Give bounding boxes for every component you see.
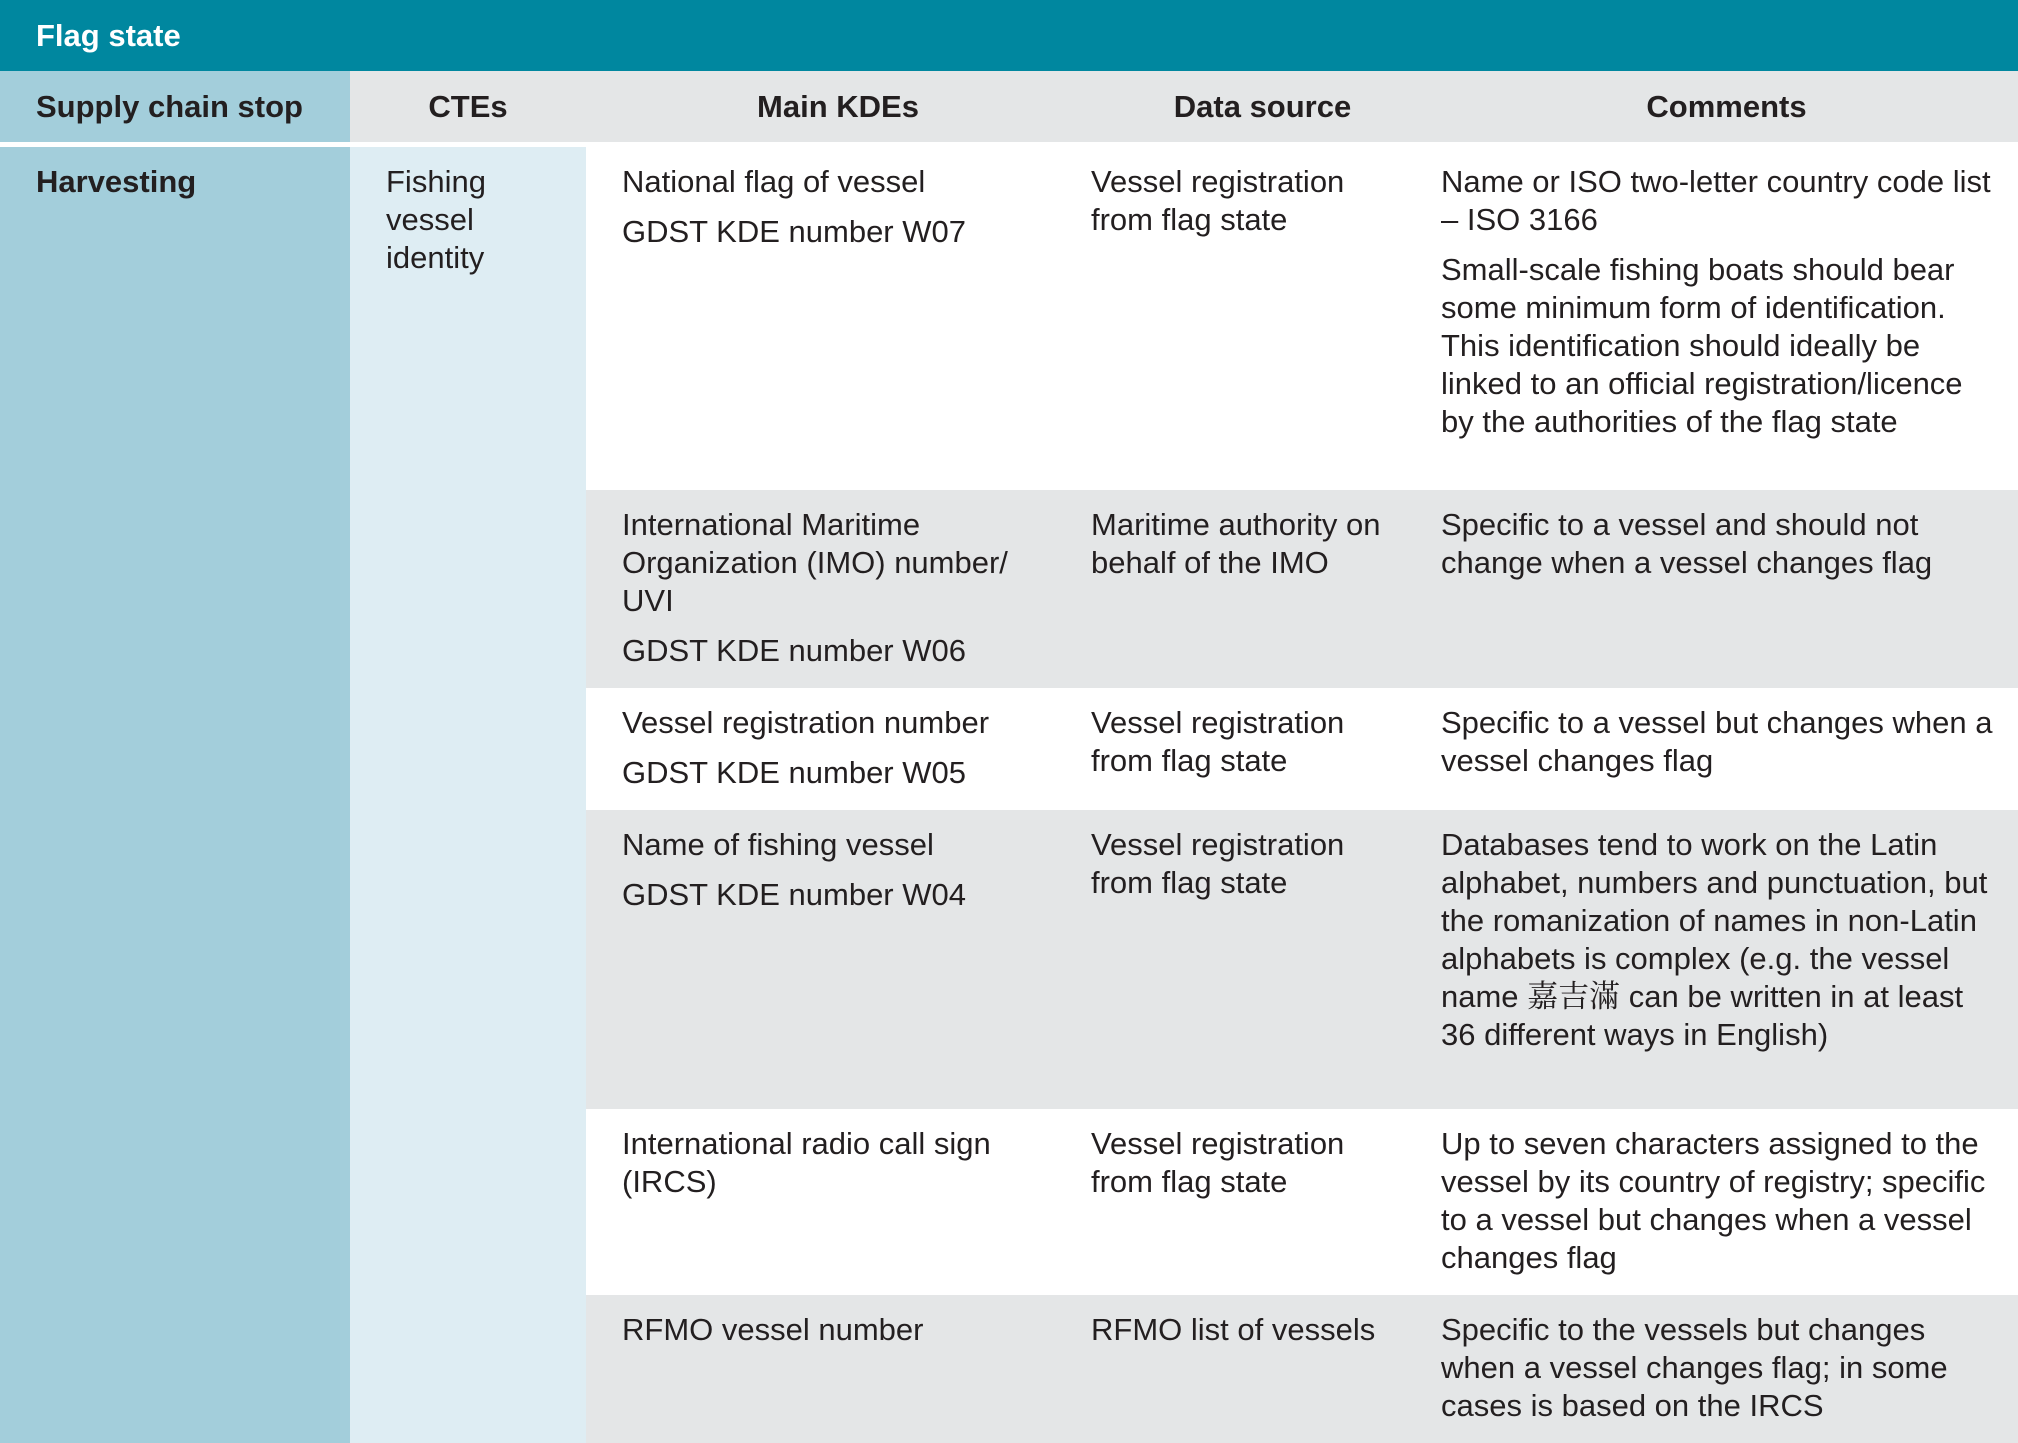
table-row bbox=[586, 810, 2018, 1109]
supply-chain-stop-cell: Harvesting bbox=[0, 147, 350, 1443]
cte-cell: Fishing vessel identity bbox=[350, 147, 586, 1443]
header-row bbox=[0, 71, 2018, 142]
table-title: Flag state bbox=[0, 0, 2018, 71]
kde-cell: International radio call sign (IRCS) bbox=[622, 1126, 991, 1199]
kde-cell bbox=[622, 506, 1062, 670]
table-row bbox=[586, 1295, 2018, 1443]
kde-cell bbox=[622, 826, 1062, 914]
table-row bbox=[586, 490, 2018, 688]
table-row bbox=[586, 1109, 2018, 1295]
data-source-cell: Vessel registration from flag state bbox=[1091, 827, 1345, 900]
kde-number: GDST KDE number W07 bbox=[622, 214, 966, 249]
comments-cell bbox=[1441, 163, 2001, 441]
comments-cell: Specific to the vessels but changes when a vessel changes flag; in some cases is based on the IRCS bbox=[1441, 1312, 1948, 1423]
table-row bbox=[586, 688, 2018, 810]
kde-name: International Maritime Organization (IMO) number/ UVI bbox=[622, 507, 1008, 618]
data-source-cell: Maritime authority on behalf of the IMO bbox=[1091, 507, 1381, 580]
comments-cell: Up to seven characters assigned to the vessel by its country of registry; specific to a vessel but changes when a vessel changes flag bbox=[1441, 1126, 1986, 1275]
kde-name: Name of fishing vessel bbox=[622, 827, 934, 862]
comments-cell: Specific to a vessel but changes when a vessel changes flag bbox=[1441, 705, 1993, 778]
kde-number: GDST KDE number W04 bbox=[622, 877, 966, 912]
kde-number: GDST KDE number W05 bbox=[622, 755, 966, 790]
data-source-cell: RFMO list of vessels bbox=[1091, 1312, 1376, 1347]
data-source-cell: Vessel registration from flag state bbox=[1091, 705, 1345, 778]
header-data-source: Data source bbox=[1090, 71, 1435, 142]
comment-text: Name or ISO two-letter country code list – ISO 3166 bbox=[1441, 164, 1991, 237]
comments-cell: Specific to a vessel and should not change when a vessel changes flag bbox=[1441, 507, 1933, 580]
kde-name: National flag of vessel bbox=[622, 164, 926, 199]
kde-number: GDST KDE number W06 bbox=[622, 633, 966, 668]
data-source-cell: Vessel registration from flag state bbox=[1091, 164, 1345, 237]
header-ctes: CTEs bbox=[350, 71, 586, 142]
header-supply-chain-stop: Supply chain stop bbox=[0, 71, 350, 142]
kde-cell: RFMO vessel number bbox=[622, 1312, 924, 1347]
table-row bbox=[586, 147, 2018, 490]
header-main-kdes: Main KDEs bbox=[586, 71, 1090, 142]
kde-cell bbox=[622, 163, 1062, 251]
comment-text-secondary: Small-scale fishing boats should bear some minimum form of identification. This identification should ideally be linked to an official registration/licence by the authorities of the flag state bbox=[1441, 252, 1963, 439]
comments-cell: Databases tend to work on the Latin alphabet, numbers and punctuation, but the romanization of names in non-Latin alphabets is complex (e.g. the vessel name 嘉吉滿 can be written in at least 36 different ways in English) bbox=[1441, 827, 1988, 1052]
header-comments: Comments bbox=[1435, 71, 2018, 142]
kde-name: Vessel registration number bbox=[622, 705, 990, 740]
kde-cell bbox=[622, 704, 1062, 792]
data-source-cell: Vessel registration from flag state bbox=[1091, 1126, 1345, 1199]
